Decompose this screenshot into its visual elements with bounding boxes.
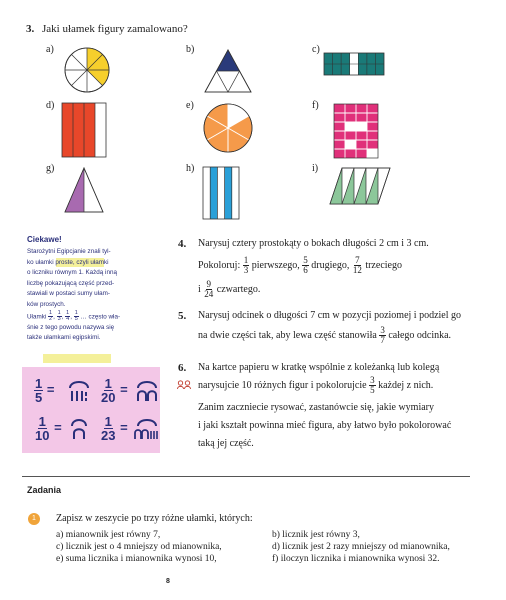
- task-6-line-2: narysujcie 10 różnych figur i pokolorujcie $\frac{3}{5}$ każdej z nich.: [198, 375, 434, 395]
- task-4-line-1: Narysuj cztery prostokąty o bokach długości 2 cm i 3 cm.: [198, 238, 429, 249]
- task-item-f: f) iloczyn licznika i mianownika wynosi 32.: [272, 554, 440, 564]
- section-title: Zadania: [27, 485, 62, 495]
- pair-work-icon: [177, 380, 191, 389]
- curiosity-line-7: Ułamki $\frac{1}{2}$ , $\frac{1}{3}$ , $\frac{1}{4}$ , $\frac{1}{5}$ … często wła-: [27, 309, 121, 323]
- question-text: Jaki ułamek figury zamalowano?: [42, 23, 188, 35]
- hieroglyph-1-23-icon: [134, 417, 162, 441]
- task-intro: Zapisz w zeszycie po trzy różne ułamki, których:: [56, 513, 253, 524]
- figure-c-grid: [324, 53, 384, 75]
- question-number: 3.: [26, 23, 35, 35]
- task-6-line-5: taką jej część.: [198, 438, 254, 449]
- task-item-e: e) suma licznika i mianownika wynosi 10,: [56, 554, 217, 564]
- task-item-c: c) licznik jest o 4 mniejszy od mianownika,: [56, 542, 222, 552]
- figure-a-circle: [64, 47, 110, 93]
- figure-label-h: h): [186, 163, 195, 174]
- curiosity-line-8: śnie z tego powodu nazywa się: [27, 323, 115, 331]
- curiosity-line-4: liczbę pokazującą część przed-: [27, 279, 115, 287]
- figure-e-circle: [203, 103, 253, 153]
- figure-label-i: i): [312, 163, 319, 174]
- egyptian-fraction-1: $\frac{1}{5}$ =: [35, 376, 55, 405]
- curiosity-line-2: ko ułamki proste, czyli ułamki: [27, 258, 109, 266]
- hieroglyph-1-5-icon: [68, 379, 90, 403]
- figure-g-triangle: [64, 167, 104, 213]
- curiosity-body: [27, 247, 165, 344]
- egyptian-fraction-2: $\frac{1}{20}$ =: [101, 376, 128, 405]
- figure-b-triangle: [204, 49, 252, 93]
- figure-label-d: d): [46, 100, 55, 111]
- task-5-line-2: na dwie części tak, aby lewa część stanowiła $\frac{3}{7}$ całego odcinka.: [198, 325, 452, 345]
- egyptian-fraction-4: $\frac{1}{23}$ =: [101, 414, 128, 443]
- task-number-badge: 1: [28, 513, 40, 525]
- curiosity-line-6: ków prostych.: [27, 300, 66, 308]
- page-number: 8: [166, 578, 170, 585]
- task-5-number: 5.: [178, 310, 187, 322]
- figure-label-c: c): [312, 44, 320, 55]
- curiosity-title: Ciekawe!: [27, 235, 62, 244]
- figure-label-a: a): [46, 44, 54, 55]
- task-4-line-2: Pokoloruj: $\frac{1}{3}$ pierwszego, $\frac{5}{6}$ drugiego, $\frac{7}{12}$ trzeciego: [198, 255, 402, 275]
- figure-d-rectangle: [62, 103, 106, 157]
- task-item-a: a) mianownik jest równy 7,: [56, 530, 161, 540]
- hieroglyph-1-20-icon: [136, 379, 158, 403]
- task-item-b: b) licznik jest równy 3,: [272, 530, 360, 540]
- task-4-line-3: i $\frac{9}{24}$ czwartego.: [198, 279, 261, 299]
- hieroglyph-1-10-icon: [70, 417, 88, 441]
- figure-i-parallelogram: [330, 168, 390, 204]
- curiosity-line-3: o liczniku równym 1. Każdą inną: [27, 269, 117, 277]
- task-4-number: 4.: [178, 238, 187, 250]
- curiosity-line-5: stawiali w postaci sumy ułam-: [27, 290, 110, 298]
- curiosity-line-9: także ułamkami egipskimi.: [27, 334, 101, 342]
- task-item-d: d) licznik jest 2 razy mniejszy od mianownika,: [272, 542, 450, 552]
- figure-label-b: b): [186, 44, 195, 55]
- task-6-line-4: i jaki kształt powinna mieć figura, aby łatwo było pokolorować: [198, 420, 452, 431]
- curiosity-line-1: Starożytni Egipcjanie znali tyl-: [27, 248, 111, 255]
- figure-label-f: f): [312, 100, 319, 111]
- task-6-line-3: Zanim zaczniecie rysować, zastanówcie się, jakie wymiary: [198, 402, 435, 413]
- figure-label-g: g): [46, 163, 55, 174]
- figure-f-grid: [334, 104, 378, 158]
- egyptian-fraction-3: $\frac{1}{10}$ =: [35, 414, 62, 443]
- task-6-line-1: Na kartce papieru w kratkę wspólnie z koleżanką lub kolegą: [198, 362, 440, 373]
- egyptian-fractions-box: [22, 367, 160, 453]
- section-divider: [22, 476, 470, 477]
- figure-label-e: e): [186, 100, 194, 111]
- task-5-line-1: Narysuj odcinek o długości 7 cm w pozycji poziomej i podziel go: [198, 310, 461, 321]
- figure-h-rectangle: [203, 167, 239, 219]
- task-6-number: 6.: [178, 362, 187, 374]
